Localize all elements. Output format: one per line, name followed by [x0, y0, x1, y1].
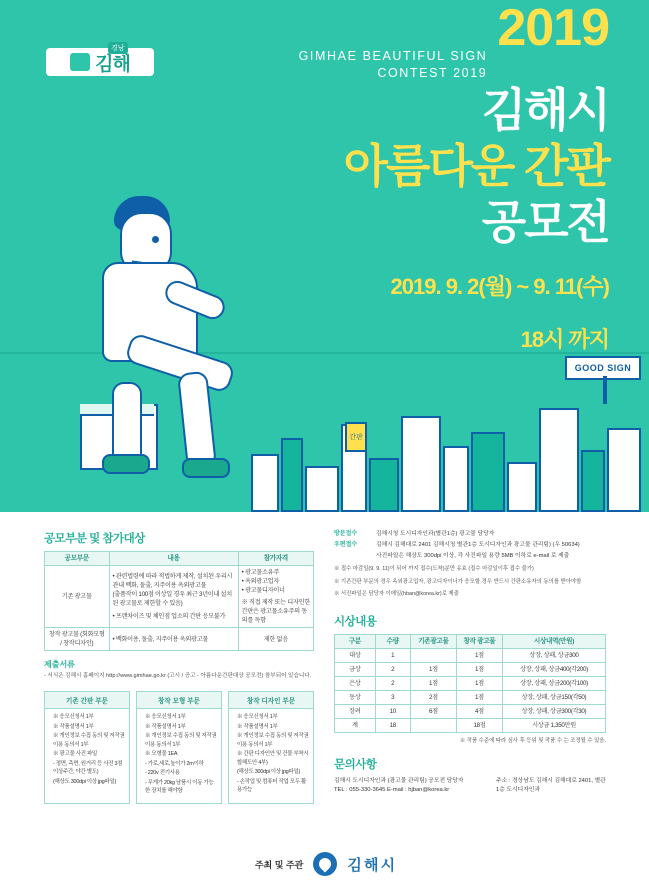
title-line-1: 김해시 — [481, 84, 609, 136]
cell-existing: 2점 — [410, 690, 456, 704]
contact-block — [334, 756, 606, 796]
list-item: ※ 모형물 1EA — [145, 751, 178, 757]
cell-existing: 1점 — [410, 676, 456, 690]
apply-text-file: 사진파일은 해상도 300dpi 이상, 각 사진파일 용량 5MB 이하로 e-mail 로 제출 — [376, 553, 570, 559]
apply-note-3: ※ 서진파일은 담당자 이메일(hban@korea.kr)로 제출 — [334, 591, 459, 597]
list-item: - 220v 전기사용 — [145, 770, 180, 776]
poster-footer — [0, 843, 649, 885]
cell-grade: 동상 — [335, 690, 376, 704]
logo-text: 김해 — [95, 53, 130, 75]
submission-col-list — [137, 709, 221, 803]
cell-prize: 상장, 상패, 상금400(각200) — [502, 662, 605, 676]
cell-count: 2 — [375, 676, 410, 690]
table-row — [335, 648, 606, 662]
table-row — [335, 704, 606, 718]
table-row — [335, 662, 606, 676]
qualification-line: • 옥외광고업자 — [241, 578, 280, 585]
awards-table — [334, 634, 606, 733]
list-item: ※ 개인정보 수집 동의 및 저작권 이용 동의서 1부 — [145, 733, 217, 748]
person-eye — [152, 236, 159, 243]
cell-grade: 계 — [335, 718, 376, 732]
content-line: (출품작이 100점 이상일 경우 최근 3년이내 설치된 광고물로 제한할 수 있음) — [112, 591, 232, 607]
apply-label-mail: 우편접수 — [334, 542, 358, 548]
cell-count: 1 — [375, 648, 410, 662]
cell-prize: 시상금 1,350만원 — [502, 718, 605, 732]
submission-col-design — [228, 691, 314, 804]
gimhae-logo — [46, 42, 156, 82]
cell-grade: 대상 — [335, 648, 376, 662]
person-illustration — [86, 196, 256, 496]
cell-grade: 금상 — [335, 662, 376, 676]
building-7 — [443, 446, 469, 512]
cell-creative: 1점 — [456, 676, 502, 690]
city-skyline — [245, 352, 645, 512]
contact-left — [334, 777, 482, 796]
col-header-prize: 시상내역(만원) — [502, 634, 605, 648]
col-header-content: 내용 — [109, 552, 238, 566]
submission-block — [44, 659, 314, 681]
building-1 — [251, 454, 279, 512]
cell-count: 18 — [375, 718, 410, 732]
city-emblem-icon — [313, 852, 337, 876]
building-9 — [507, 462, 537, 512]
col-header-grade: 구분 — [335, 634, 376, 648]
year-text: 2019 — [497, 0, 609, 57]
contact-tel-email: TEL : 055-330-3645 E-mail : hjban@korea.kr — [334, 787, 450, 793]
cell-grade: 은상 — [335, 676, 376, 690]
list-item: ※ 개인정보 수집 동의 및 저작권 이용 동의서 1부 — [53, 733, 125, 748]
shop-sign-label: 간판 — [349, 434, 363, 441]
cell-part-2: 창작 광고물 (회화모형 / 창작디자인) — [45, 628, 110, 651]
submission-col-model — [136, 691, 222, 804]
list-item: - 무게가 20kg 남품시 이동 가능한 장치를 해야함 — [145, 779, 214, 794]
english-title-line2: CONTEST 2019 — [377, 66, 488, 80]
content-line: • 관련법령에 따라 적법하게 제작, 설치된 우리시 관내 백화, 돌출, 지주이용 옥외광고물 — [112, 573, 233, 589]
list-item: - 정면, 측면, 원거리 등 사진 3점 이상주간, 야간 별도) — [53, 760, 123, 775]
right-column — [334, 530, 606, 796]
col-header-qualification: 참가자격 — [238, 552, 313, 566]
person-shoe-front — [182, 458, 230, 478]
host-label: 주최 및 주관 — [254, 859, 304, 870]
col-header-creative: 창작 광고물 — [456, 634, 502, 648]
table-header-row — [335, 634, 606, 648]
cell-creative: 18점 — [456, 718, 502, 732]
logo-mark-icon — [70, 53, 90, 71]
list-item: ※ 작품설명서 1부 — [237, 723, 278, 730]
qualification-line: • 광고물소유주 — [241, 569, 280, 576]
building-5 — [369, 458, 399, 512]
city-name: 김 해 시 — [347, 856, 395, 874]
submission-columns — [44, 691, 314, 804]
building-8 — [471, 432, 505, 512]
list-item: ※ 응모신청서 1부 — [145, 714, 186, 720]
headline-block — [298, 0, 609, 356]
submission-col-title: 창작 디자인 부문 — [229, 692, 313, 709]
building-11 — [581, 450, 605, 512]
cell-prize: 상장, 상패, 상금150(각50) — [502, 690, 605, 704]
table-row — [45, 628, 314, 651]
english-title-line1: GIMHAE BEAUTIFUL SIGN — [298, 49, 488, 63]
list-item: ※ 간판 디자인안 및 건물 부착시 합해도안 4부) — [237, 751, 309, 766]
application-block — [334, 530, 606, 599]
contact-address: 주소 : 경상남도 김해시 김해대로 2401, 별관1층 도시디자인과 — [496, 777, 606, 793]
building-6 — [401, 416, 441, 512]
cell-count: 3 — [375, 690, 410, 704]
list-item: ※ 작품설명서 1부 — [145, 723, 186, 730]
apply-text-visit: 김해시청 도시디자인과(별관1층) 광고물 담당자 — [376, 531, 495, 537]
date-deadline: 18시 까지 — [520, 327, 609, 352]
logo-box — [46, 48, 154, 76]
section-title-awards: 시상내용 — [334, 615, 377, 628]
cell-existing: 6점 — [410, 704, 456, 718]
cell-content-1 — [109, 566, 238, 628]
cell-creative: 1점 — [456, 648, 502, 662]
shop-sign — [345, 422, 367, 452]
cell-prize: 상장, 상패, 상금300 — [502, 648, 605, 662]
list-item: (해상도 300dpi 이상 jpg파일) — [237, 769, 300, 775]
cell-count: 10 — [375, 704, 410, 718]
apply-label-visit: 방문접수 — [334, 531, 358, 537]
submission-col-title: 기존 간판 부문 — [45, 692, 129, 709]
table-row — [335, 676, 606, 690]
good-sign-label: GOOD SIGN — [574, 363, 632, 373]
list-item: - 손작업 및 컴퓨터 작업 모두 활용가능 — [237, 778, 307, 793]
section-title-categories: 공모부분 및 참가대상 — [44, 533, 145, 545]
cell-creative: 4점 — [456, 704, 502, 718]
building-10 — [539, 408, 579, 512]
apply-note-2: ※ 기존간판 부문의 경우 옥외광고업자, 광고디자이너가 응모할 경우 반드시 간판소유자의 동의를 받아야함 — [334, 578, 582, 585]
cell-count: 2 — [375, 662, 410, 676]
cell-part-1: 기존 광고물 — [45, 566, 110, 628]
apply-row-file — [334, 552, 606, 561]
cell-creative: 1점 — [456, 690, 502, 704]
table-row — [335, 690, 606, 704]
apply-row-visit — [334, 530, 606, 539]
section-title-contact: 문의사항 — [334, 758, 377, 771]
cell-content-2: • 백화이용, 돌출, 지주이용 옥외광고물 — [109, 628, 238, 651]
list-item: ※ 개인정보 수집 동의 및 저작권 이용 동의서 1부 — [237, 733, 309, 748]
date-range: 2019. 9. 2(월) ~ 9. 11(수) — [390, 274, 609, 299]
list-item: (해상도 300dpi 이상 jpg파일) — [53, 778, 116, 785]
categories-table — [44, 551, 314, 651]
submission-col-list — [229, 709, 313, 802]
submission-text: - 서식은 김해시 홈페이지 http://www.gimhae.go.kr (고시 / 공고 - 아름다운간판대상 공모전) 참부되어 있습니다. — [44, 673, 312, 679]
list-item: ※ 작품설명서 1부 — [53, 723, 94, 730]
apply-text-mail: 김해시 김해대로 2401 김해시청 별관1층 도시디자인과 광고물 관리팀) (우 50634) — [376, 542, 580, 548]
contact-dept: 김해시 도시디자인과 (광고물 관리팀) 공모전 담당자 — [334, 777, 464, 784]
list-item: ※ 광고물 사진 파일 — [53, 751, 97, 757]
table-header-row — [45, 552, 314, 566]
good-sign-pole — [603, 376, 607, 404]
submission-col-title: 창작 모형 부문 — [137, 692, 221, 709]
awards-note: ※ 작품 수준에 따라 심사 후 등위 및 작품 수 는 조정될 수 있음. — [459, 737, 606, 744]
title-line-2: 아름다운 간판 — [343, 140, 609, 192]
cell-existing — [410, 648, 456, 662]
cell-prize: 상장, 상패, 상금300(각30) — [502, 704, 605, 718]
content-line: • 프랜차이즈 및 체인점 업소의 간판 응모불가 — [112, 613, 226, 620]
col-header-part: 공모부문 — [45, 552, 110, 566]
apply-row-mail — [334, 541, 606, 550]
list-item: ※ 응모신청서 1부 — [237, 714, 278, 720]
building-12 — [607, 428, 641, 512]
table-row-total — [335, 718, 606, 732]
contact-lines — [334, 777, 606, 796]
cell-prize: 상장, 상패, 상금200(각100) — [502, 676, 605, 690]
cell-existing — [410, 718, 456, 732]
apply-note-1: ※ 접수 마감일(9. 9. 11)이 되어 까지 접수(도착)분만 유효 (접수 마감일이후 접수 불가) — [334, 566, 534, 572]
col-header-count: 수량 — [375, 634, 410, 648]
submission-col-existing — [44, 691, 130, 804]
col-header-existing: 기존광고물 — [410, 634, 456, 648]
title-line-3: 공모전 — [481, 196, 609, 248]
cell-existing: 1점 — [410, 662, 456, 676]
list-item: - 가로,세로,높이가 2m이하 — [145, 760, 204, 767]
cell-grade: 장려 — [335, 704, 376, 718]
cell-qualification-1 — [238, 566, 313, 628]
logo-badge: 경남 — [108, 42, 128, 54]
qualification-line: • 광고물디자이너 — [241, 587, 285, 594]
building-3 — [305, 466, 339, 512]
qualification-line: ※ 직접 제작 또는 디자인한 간판은 광고물소유주의 동의를 득함 — [241, 599, 310, 624]
submission-col-list — [45, 709, 129, 793]
table-row — [45, 566, 314, 628]
cell-qualification-2: 제한 없음 — [238, 628, 313, 651]
building-2 — [281, 438, 303, 512]
submission-title: 제출서류 — [44, 660, 75, 669]
cell-creative: 1점 — [456, 662, 502, 676]
person-shoe-back — [102, 454, 150, 474]
left-column — [44, 530, 314, 804]
list-item: ※ 응모신청서 1부 — [53, 714, 94, 720]
poster-info-panel — [0, 512, 649, 885]
